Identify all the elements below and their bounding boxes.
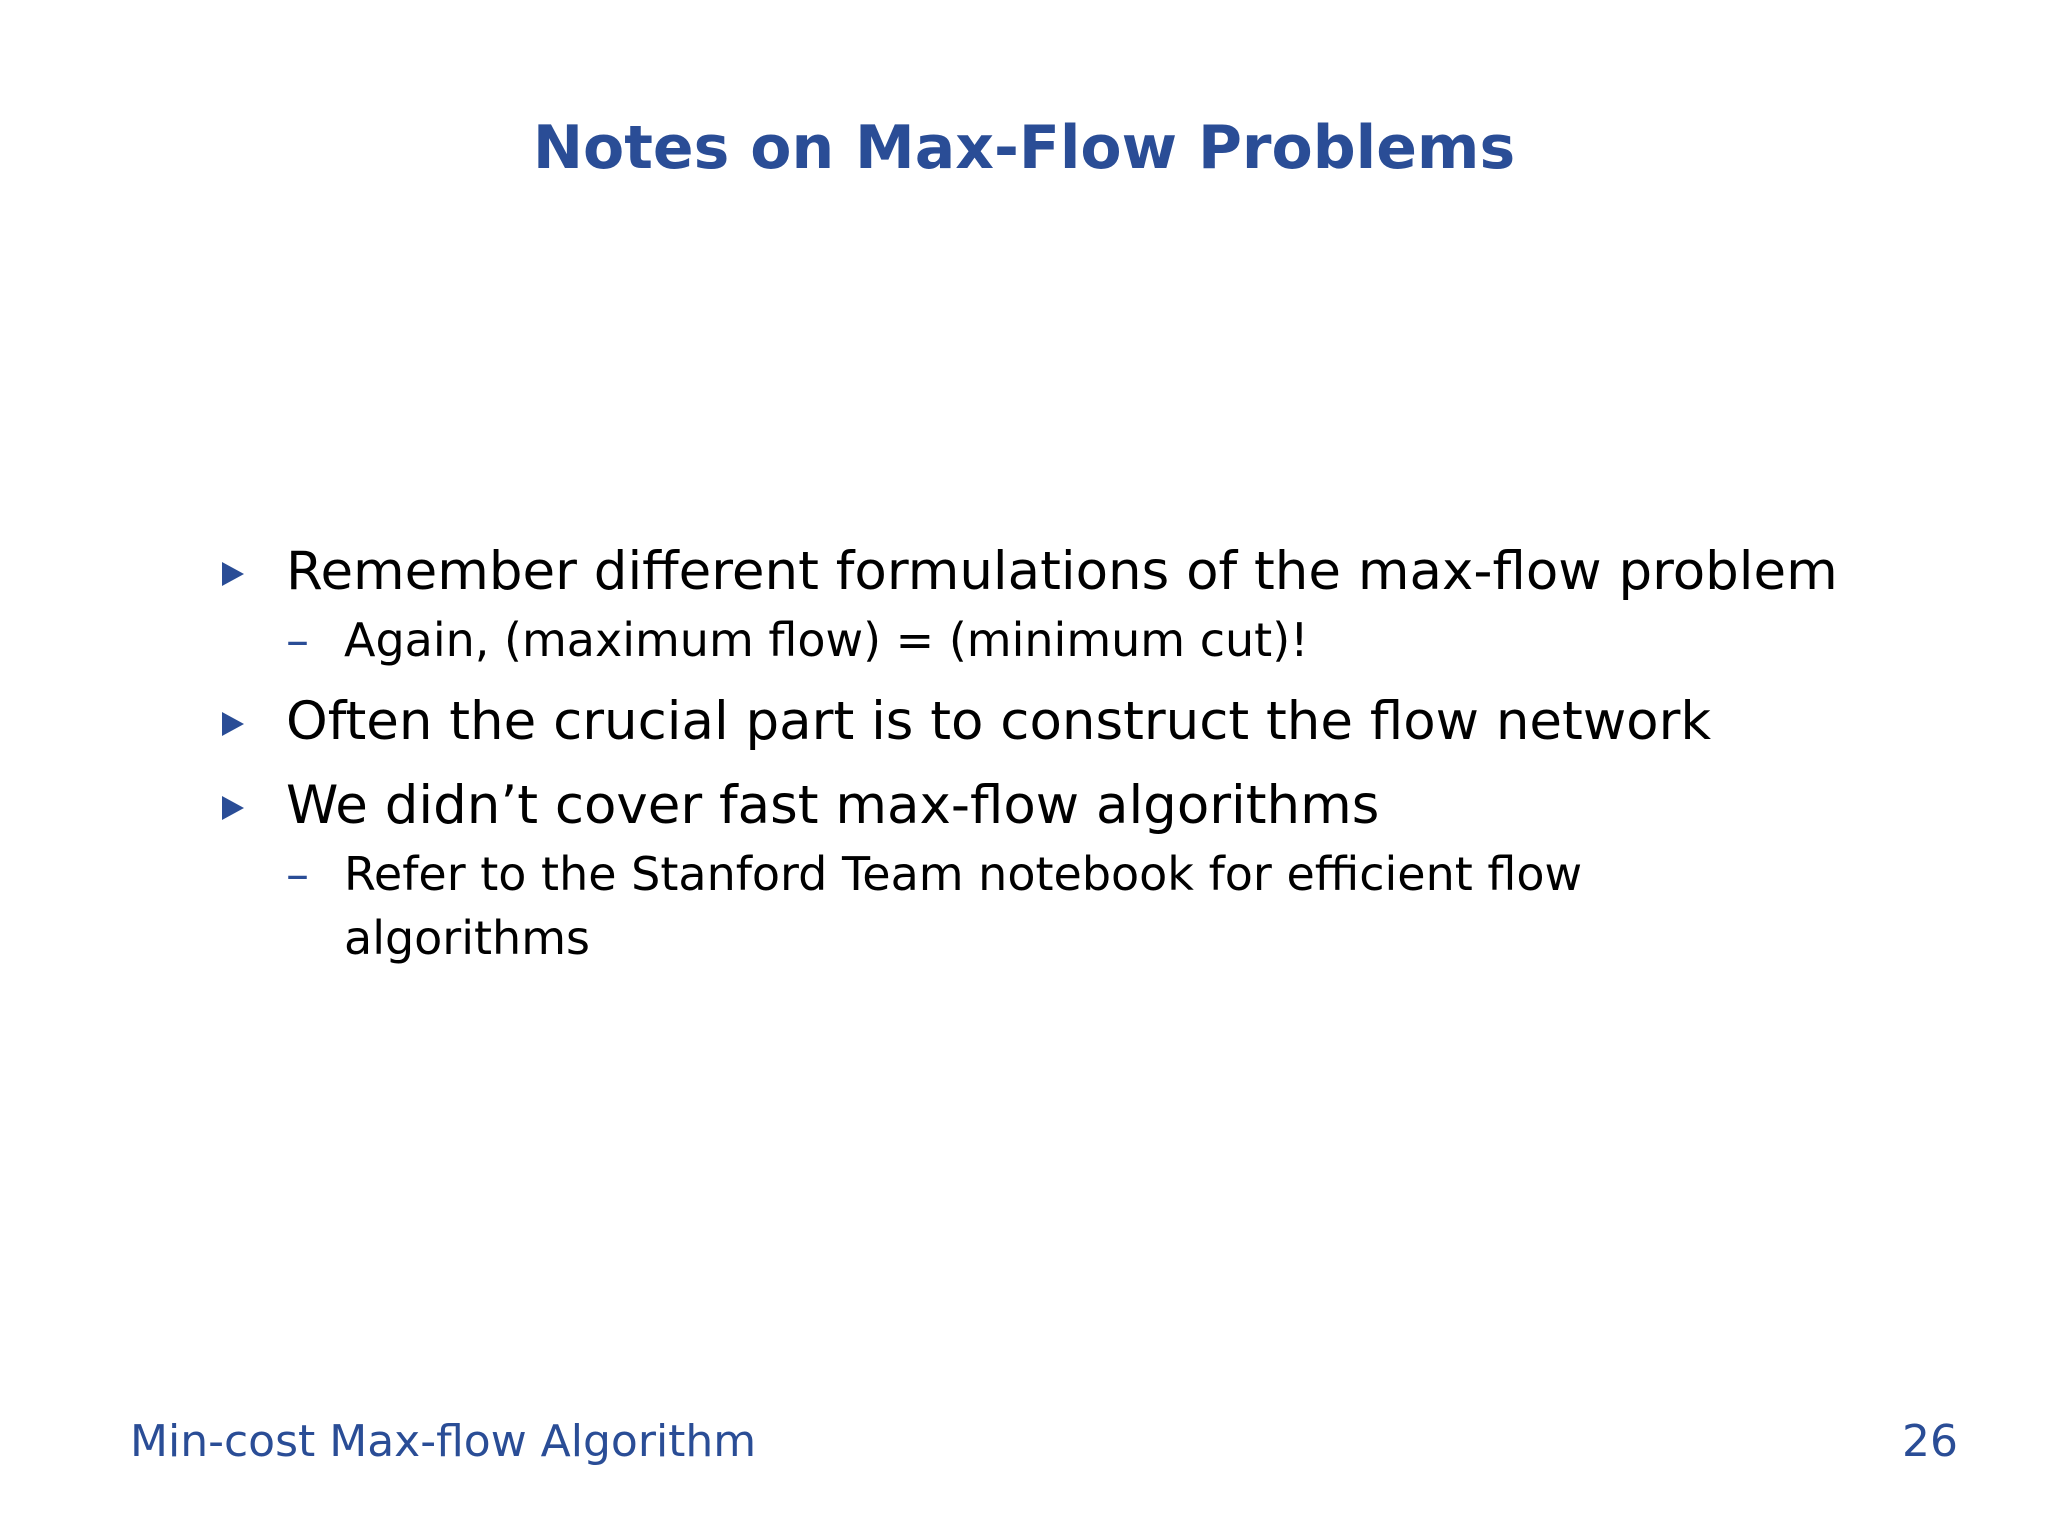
bullet-item <box>220 774 1840 838</box>
triangle-bullet-icon <box>222 712 244 736</box>
bullet-item <box>220 540 1840 604</box>
dash-icon: – <box>286 847 309 901</box>
bullet-text: We didn’t cover fast max-flow algorithms <box>286 775 1380 836</box>
bullet-list <box>220 540 1840 970</box>
triangle-bullet-icon <box>222 796 244 820</box>
sub-bullet-item <box>286 842 1840 970</box>
bullet-text: Remember different formulations of the max-flow problem <box>286 541 1838 602</box>
sub-bullet-text: Again, (maximum flow) = (minimum cut)! <box>344 613 1309 667</box>
footer-page-number: 26 <box>1902 1416 1958 1467</box>
slide-title: Notes on Max-Flow Problems <box>532 113 1516 183</box>
sub-bullet-list <box>286 838 1840 970</box>
sub-bullet-item <box>286 608 1840 672</box>
sub-bullet-text: Refer to the Stanford Team notebook for efficient flow algorithms <box>344 847 1583 965</box>
bullet-item <box>220 690 1840 754</box>
sub-bullet-list <box>286 604 1840 672</box>
dash-icon: – <box>286 613 309 667</box>
triangle-bullet-icon <box>222 562 244 586</box>
bullet-text: Often the crucial part is to construct the flow network <box>286 691 1712 752</box>
footer-section-title: Min-cost Max-flow Algorithm <box>130 1416 757 1467</box>
